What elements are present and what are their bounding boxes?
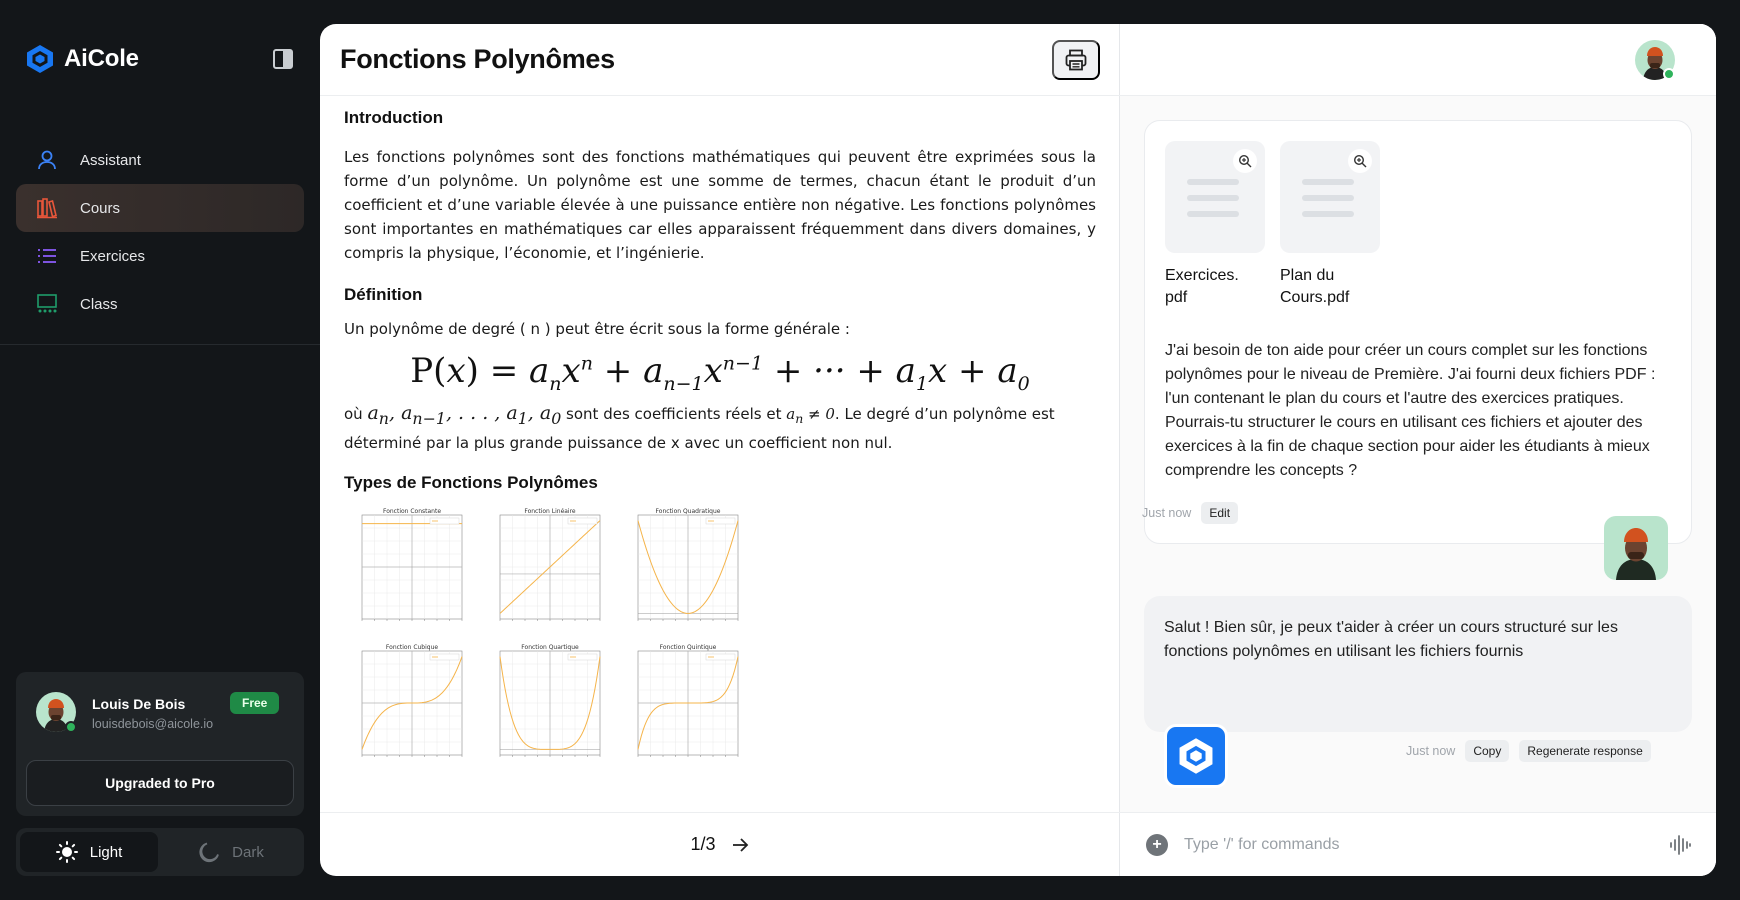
chart-thumbnail: [638, 644, 738, 757]
polynomial-formula: $P(x) = a_nx^n + a_{n-1}x^{n-1}$ + ··· + $a_1x + a_0$: [410, 351, 1030, 395]
list-icon: [36, 245, 58, 267]
board-icon: [36, 293, 58, 315]
sidebar-divider: [0, 344, 320, 345]
moon-icon: [198, 841, 220, 863]
document-header: [320, 24, 1120, 96]
chat-header: [1120, 24, 1716, 96]
add-attachment-button[interactable]: +: [1146, 834, 1168, 856]
user-avatar: [1604, 516, 1668, 580]
user-message-text: J'ai besoin de ton aide pour créer un cours complet sur les fonctions polynômes pour le niveau de Première. J'ai fourni deux fichiers PDF : l'un contenant le plan du cours et l'autre des exercices pratiques. Pourrais-tu structurer le cours en utilisant ces fichiers et ajouter des exercices à la fin de chaque section pour aider les étudiants à mieux comprendre les concepts ?: [1165, 342, 1656, 479]
section-heading: Définition: [344, 285, 423, 304]
zoom-in-icon[interactable]: [1348, 149, 1372, 173]
timestamp: Just now: [1142, 506, 1192, 520]
theme-light-label: Light: [89, 843, 123, 861]
books-icon: [36, 197, 58, 219]
profile-email: louisdebois@aicole.io: [92, 717, 214, 731]
print-button[interactable]: [1052, 40, 1100, 80]
online-status-icon: [65, 721, 77, 733]
theme-light-button[interactable]: [20, 832, 158, 872]
document-pane: [320, 24, 1120, 876]
page-indicator: 1/3: [690, 834, 716, 854]
definition-paragraph: Un polynôme de degré ( n ) peut être écrit sous la forme générale :: [344, 320, 850, 338]
aicole-logo-icon: [1177, 737, 1215, 775]
profile-name: Louis De Bois: [92, 696, 186, 712]
document-footer: [320, 812, 1120, 876]
user-message-meta: [1142, 502, 1238, 524]
arrow-right-icon[interactable]: [730, 835, 750, 855]
sidebar-item-exercices[interactable]: [16, 232, 304, 280]
chart-thumbnail: [362, 644, 462, 757]
theme-dark-label: Dark: [232, 843, 264, 861]
main-panel: [320, 24, 1716, 876]
edit-button[interactable]: Edit: [1201, 502, 1238, 524]
online-status-icon: [1663, 68, 1675, 80]
section-heading: Introduction: [344, 108, 444, 127]
page-title: Fonctions Polynômes: [340, 44, 615, 74]
polynomial-charts-figure: [344, 505, 764, 785]
chart-title: Fonction Constante: [382, 507, 442, 515]
nonzero-math: $a_n \ne 0$: [786, 404, 835, 426]
sidebar-nav: [16, 136, 304, 328]
composer: [1120, 812, 1716, 876]
chart-title: Fonction Linéaire: [524, 507, 576, 515]
sidebar-toggle-icon[interactable]: [272, 48, 294, 70]
assistant-avatar: [1164, 724, 1228, 788]
assistant-message: [1144, 596, 1692, 732]
chart-thumbnail: [638, 508, 738, 621]
chat-input[interactable]: [1184, 829, 1624, 861]
file-name: Exercices. pdf: [1165, 267, 1239, 306]
file-preview[interactable]: [1165, 141, 1265, 253]
chart-title: Fonction Quintique: [659, 643, 717, 651]
sidebar-item-label: Cours: [80, 199, 121, 217]
chart-thumbnail: [500, 644, 600, 757]
printer-icon: [1064, 48, 1088, 72]
chart-title: Fonction Quartique: [521, 643, 579, 651]
coefficients-paragraph: où $a_n$, $a_{n-1}$, . . . , $a_1$, $a_0$ sont des coefficients réels et $a_n \ne 0$. Le degré d’un polynôme est déterminé par la plus grande puissance de x avec un coefficient non nul.: [344, 401, 1055, 452]
chat-pane: [1120, 24, 1716, 876]
coefficients-math: $a_n$, $a_{n-1}$, . . . , $a_1$, $a_0$: [367, 401, 562, 428]
timestamp: Just now: [1406, 744, 1456, 758]
app-name: AiCole: [64, 45, 139, 72]
sidebar-item-cours[interactable]: [16, 184, 304, 232]
zoom-in-icon[interactable]: [1233, 149, 1257, 173]
theme-switch: [16, 828, 304, 876]
sidebar-item-label: Assistant: [80, 151, 141, 169]
chart-thumbnail: [500, 508, 600, 621]
sidebar-item-assistant[interactable]: [16, 136, 304, 184]
sidebar: [0, 0, 320, 900]
sun-icon: [56, 841, 78, 863]
sidebar-item-class[interactable]: [16, 280, 304, 328]
section-heading: Types de Fonctions Polynômes: [344, 472, 598, 492]
sidebar-item-label: Exercices: [80, 247, 146, 265]
user-icon: [36, 149, 58, 171]
voice-wave-icon[interactable]: [1668, 833, 1692, 857]
assistant-message-text: Salut ! Bien sûr, je peux t'aider à créer un cours structuré sur les fonctions polynômes en utilisant les fichiers fournis: [1164, 619, 1618, 660]
chart-title: Fonction Cubique: [385, 643, 439, 651]
file-name: Plan du Cours.pdf: [1280, 267, 1350, 306]
intro-paragraph: Les fonctions polynômes sont des fonctions mathématiques qui peuvent être exprimées sous la forme d’un polynôme. Un polynôme est une somme de termes, chacun étant le produit d’un coefficient et d’une variable élevée à une puissance entière non négative. Les fonctions polynômes sont importantes en mathématiques car elles apparaissent fréquemment dans divers domaines, y compris la physique, l’économie, et l’ingénierie.: [344, 148, 1096, 262]
regenerate-button[interactable]: Regenerate response: [1519, 740, 1650, 762]
document-body: [344, 96, 1096, 812]
copy-button[interactable]: Copy: [1465, 740, 1509, 762]
plan-badge: Free: [230, 692, 279, 714]
sidebar-item-label: Class: [80, 295, 118, 313]
profile-card: [16, 672, 304, 816]
theme-dark-button[interactable]: [162, 832, 300, 872]
assistant-message-meta: [1406, 740, 1651, 762]
file-preview[interactable]: [1280, 141, 1380, 253]
chart-thumbnail: [362, 508, 462, 621]
upgrade-button[interactable]: Upgraded to Pro: [26, 760, 294, 806]
user-message: [1144, 120, 1692, 544]
brand[interactable]: [26, 44, 139, 74]
aicole-logo-icon: [26, 44, 54, 74]
chart-title: Fonction Quadratique: [655, 507, 721, 515]
